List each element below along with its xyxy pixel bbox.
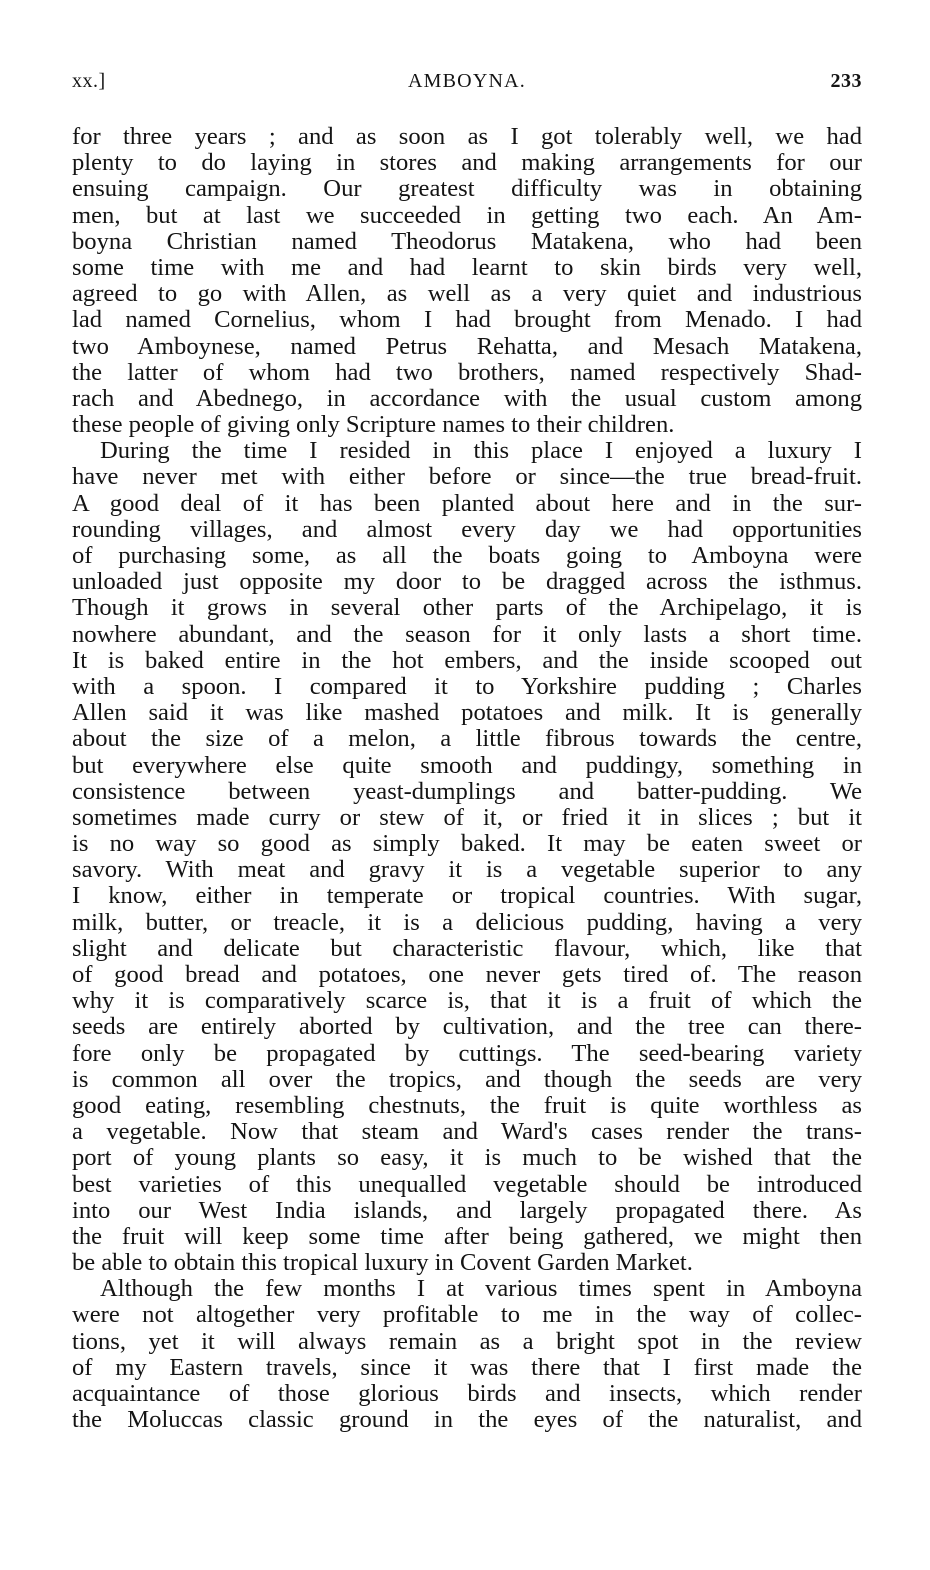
text-line: the Moluccas classic ground in the eyes of the naturalist, and	[72, 1406, 862, 1434]
text-line: these people of giving only Scripture names to their children.	[72, 411, 675, 439]
text-line: During the time I resided in this place I enjoyed a luxury I	[100, 437, 862, 465]
running-header	[72, 70, 862, 104]
text-line: plenty to do laying in stores and making arrangements for our	[72, 149, 862, 177]
text-line: good eating, resembling chestnuts, the fruit is quite worthless as	[72, 1091, 862, 1119]
text-line: Allen said it was like mashed potatoes and milk. It is generally	[72, 699, 862, 727]
paragraph	[72, 124, 862, 438]
text-line: be able to obtain this tropical luxury in Covent Garden Market.	[72, 1249, 693, 1277]
text-line: seeds are entirely aborted by cultivation, and the tree can there-	[72, 1013, 862, 1041]
text-line: a vegetable. Now that steam and Ward's cases render the trans-	[72, 1118, 862, 1146]
text-line: of good bread and potatoes, one never gets tired of. The reason	[72, 961, 862, 988]
text-line: with a spoon. I compared it to Yorkshire pudding ; Charles	[72, 672, 862, 700]
text-line: I know, either in temperate or tropical countries. With sugar,	[72, 882, 862, 910]
text-line: rounding villages, and almost every day we had opportunities	[72, 515, 862, 543]
text-line: why it is comparatively scarce is, that it is a fruit of which the	[72, 987, 862, 1015]
chapter-number: xx.]	[72, 70, 106, 92]
page-number: 233	[830, 70, 862, 92]
text-line: about the size of a melon, a little fibrous towards the centre,	[72, 725, 862, 753]
text-line: lad named Cornelius, whom I had brought from Menado. I had	[72, 306, 862, 334]
text-line: have never met with either before or since—the true bread-fruit.	[72, 463, 862, 491]
paragraph	[72, 1276, 862, 1433]
text-line: Although the few months I at various times spent in Amboyna	[100, 1275, 862, 1303]
text-line: is common all over the tropics, and though the seeds are very	[72, 1065, 862, 1093]
text-line: sometimes made curry or stew of it, or fried it in slices ; but it	[72, 803, 862, 831]
text-line: milk, butter, or treacle, it is a delicious pudding, having a very	[72, 908, 862, 936]
text-line: tions, yet it will always remain as a bright spot in the review	[72, 1327, 862, 1355]
text-line: acquaintance of those glorious birds and insects, which render	[72, 1380, 862, 1407]
paragraph	[72, 438, 862, 1276]
text-line: is no way so good as simply baked. It may be eaten sweet or	[72, 830, 862, 858]
text-line: It is baked entire in the hot embers, and the inside scooped out	[72, 646, 862, 674]
text-line: were not altogether very profitable to me in the way of collec-	[72, 1301, 862, 1329]
text-line: of purchasing some, as all the boats going to Amboyna were	[72, 542, 862, 569]
text-line: but everywhere else quite smooth and puddingy, something in	[72, 751, 862, 779]
text-line: slight and delicate but characteristic flavour, which, like that	[72, 934, 862, 962]
text-line: unloaded just opposite my door to be dragged across the isthmus.	[72, 568, 862, 596]
running-title: AMBOYNA.	[408, 70, 526, 92]
text-line: the latter of whom had two brothers, named respectively Shad-	[72, 358, 862, 386]
text-line: savory. With meat and gravy it is a vegetable superior to any	[72, 856, 862, 884]
text-line: agreed to go with Allen, as well as a very quiet and industrious	[72, 280, 862, 308]
text-line: two Amboynese, named Petrus Rehatta, and Mesach Matakena,	[72, 332, 862, 360]
text-line: of my Eastern travels, since it was there that I first made the	[72, 1353, 862, 1381]
text-line: some time with me and had learnt to skin birds very well,	[72, 253, 862, 281]
text-line: fore only be propagated by cuttings. The seed-bearing variety	[72, 1039, 862, 1067]
text-line: the fruit will keep some time after being gathered, we might then	[72, 1222, 862, 1250]
text-line: A good deal of it has been planted about here and in the sur-	[72, 489, 862, 517]
text-line: into our West India islands, and largely propagated there. As	[72, 1196, 862, 1224]
text-line: boyna Christian named Theodorus Matakena, who had been	[72, 227, 862, 255]
text-line: rach and Abednego, in accordance with the usual custom among	[72, 384, 862, 412]
text-line: consistence between yeast-dumplings and batter-pudding. We	[72, 777, 862, 805]
text-line: ensuing campaign. Our greatest difficulty was in obtaining	[72, 175, 862, 203]
text-line: for three years ; and as soon as I got tolerably well, we had	[72, 123, 862, 150]
text-line: best varieties of this unequalled vegetable should be introduced	[72, 1170, 862, 1198]
text-line: Though it grows in several other parts of the Archipelago, it is	[72, 594, 862, 622]
page-body	[72, 124, 862, 1433]
text-line: nowhere abundant, and the season for it only lasts a short time.	[72, 620, 862, 648]
text-line: port of young plants so easy, it is much to be wished that the	[72, 1144, 862, 1172]
text-line: men, but at last we succeeded in getting two each. An Am-	[72, 201, 862, 229]
